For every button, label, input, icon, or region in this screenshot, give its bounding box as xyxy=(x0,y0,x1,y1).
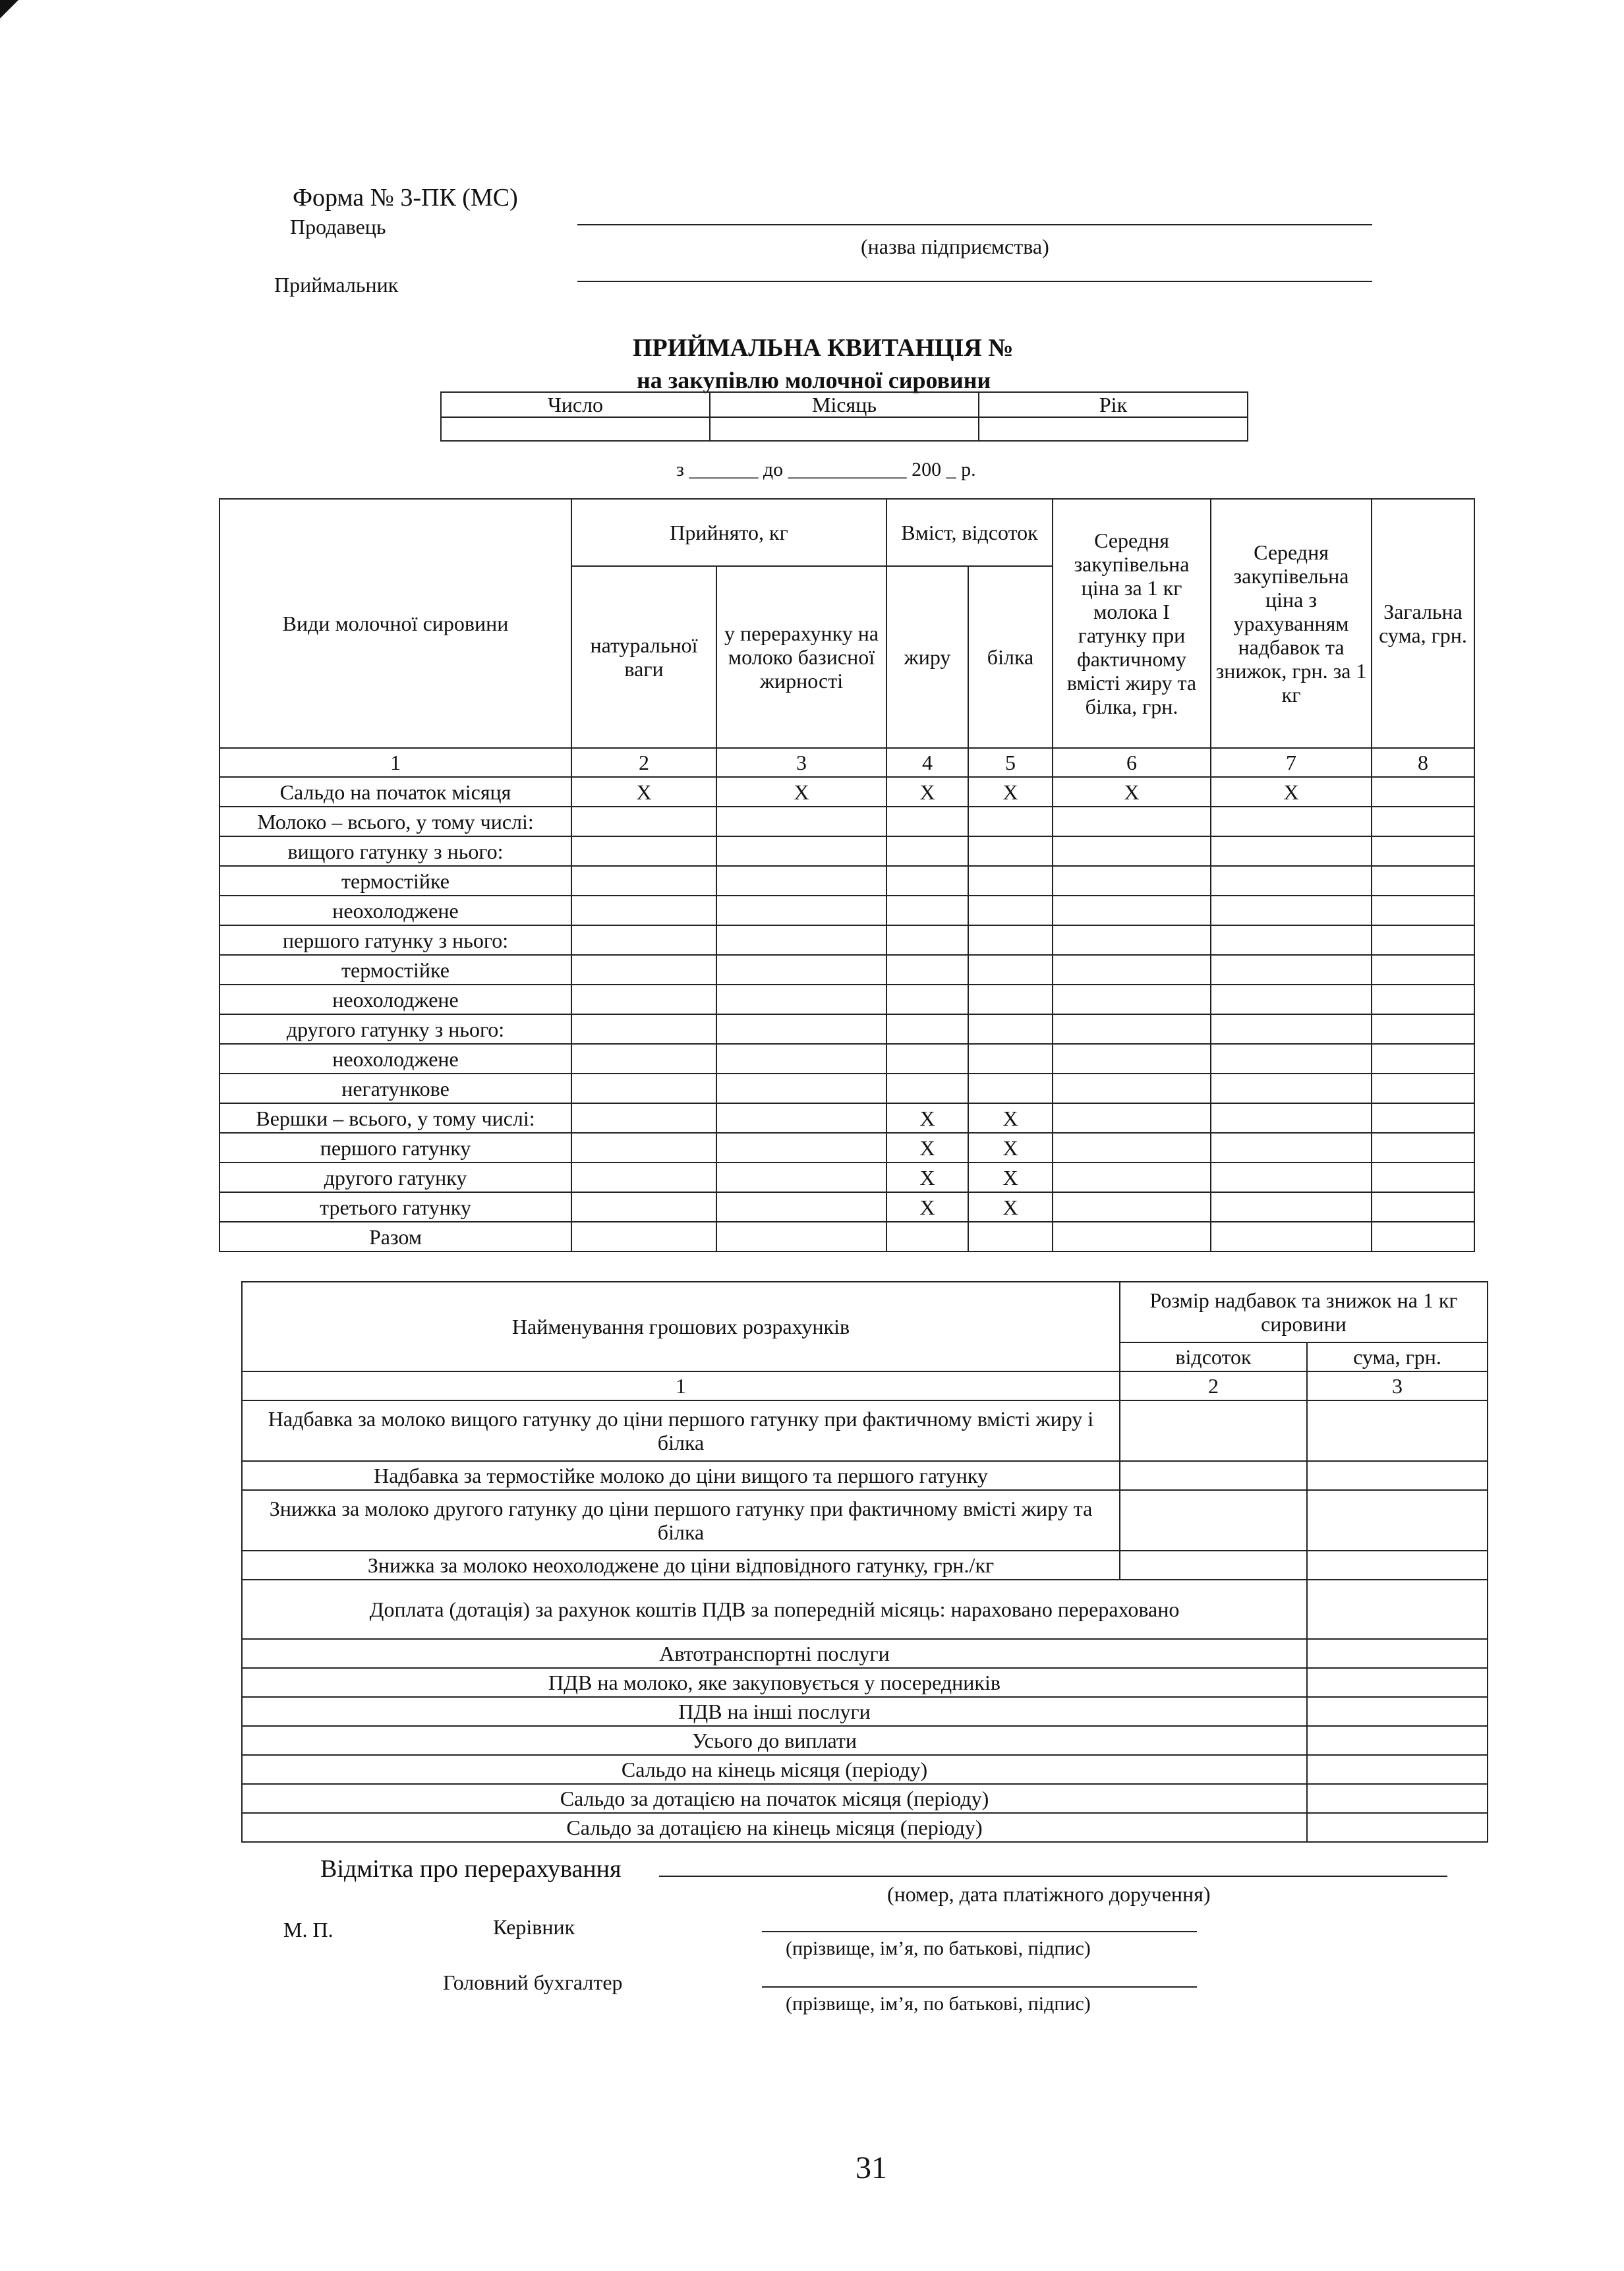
table-row xyxy=(242,1668,1488,1697)
data-cell[interactable] xyxy=(571,1014,716,1044)
data-cell[interactable] xyxy=(968,807,1053,836)
data-cell[interactable] xyxy=(886,836,968,866)
accountant-hint: (прізвище, ім’я, по батькові, підпис) xyxy=(786,1993,1091,2015)
money-percent-cell[interactable] xyxy=(1120,1551,1307,1580)
data-cell[interactable] xyxy=(1053,925,1211,955)
data-cell[interactable] xyxy=(886,807,968,836)
seller-label: Продавець xyxy=(290,215,386,239)
data-cell[interactable] xyxy=(716,925,886,955)
money-row-label: ПДВ на молоко, яке закуповується у посередників xyxy=(242,1668,1307,1697)
table-row xyxy=(242,1813,1488,1842)
money-row-label: Сальдо за дотацією на початок місяця (періоду) xyxy=(242,1784,1307,1813)
col-number: 1 xyxy=(242,1371,1120,1400)
data-cell[interactable] xyxy=(968,896,1053,925)
money-col-header-size: Розмір надбавок та знижок на 1 кг сировини xyxy=(1120,1282,1488,1342)
data-cell[interactable] xyxy=(716,955,886,985)
date-day-cell[interactable] xyxy=(441,417,710,441)
data-cell[interactable] xyxy=(1053,1192,1211,1222)
data-cell[interactable] xyxy=(571,1074,716,1103)
data-cell[interactable] xyxy=(886,955,968,985)
money-row-label: Надбавка за молоко вищого гатунку до ціни першого гатунку при фактичному вмісті жиру і білка xyxy=(242,1400,1120,1461)
row-label: неохолоджене xyxy=(219,985,571,1014)
data-cell[interactable] xyxy=(1053,807,1211,836)
data-cell[interactable] xyxy=(1211,1192,1372,1222)
col-header-fat: жиру xyxy=(886,566,968,748)
data-cell[interactable] xyxy=(1372,836,1474,866)
row-label: Молоко – всього, у тому числі: xyxy=(219,807,571,836)
data-cell[interactable] xyxy=(968,1044,1053,1074)
date-month-cell[interactable] xyxy=(710,417,979,441)
form-number: Форма № 3-ПК (МС) xyxy=(293,184,518,212)
data-cell: Х xyxy=(716,777,886,807)
data-cell[interactable] xyxy=(1053,1103,1211,1133)
data-cell[interactable] xyxy=(1211,1044,1372,1074)
money-row-label: Сальдо за дотацією на кінець місяця (періоду) xyxy=(242,1813,1307,1842)
data-cell[interactable] xyxy=(571,1044,716,1074)
money-sum-cell[interactable] xyxy=(1307,1813,1488,1842)
data-cell[interactable] xyxy=(968,1014,1053,1044)
row-label: другого гатунку з нього: xyxy=(219,1014,571,1044)
table-row xyxy=(219,807,1474,836)
table-row xyxy=(219,1192,1474,1222)
data-cell[interactable] xyxy=(1372,1133,1474,1163)
table-row xyxy=(242,1726,1488,1755)
data-cell[interactable] xyxy=(968,1222,1053,1251)
table-row xyxy=(219,1014,1474,1044)
col-header-natural-weight: натуральної ваги xyxy=(571,566,716,748)
data-cell[interactable] xyxy=(1372,896,1474,925)
col-header-total-sum: Загальна сума, грн. xyxy=(1372,499,1474,748)
col-header-content: Вміст, відсоток xyxy=(886,499,1053,566)
data-cell: Х xyxy=(968,1133,1053,1163)
data-cell[interactable] xyxy=(1372,925,1474,955)
date-year-cell[interactable] xyxy=(979,417,1248,441)
scan-corner-mark xyxy=(0,0,18,18)
money-col-header-sum: сума, грн. xyxy=(1307,1342,1488,1371)
table-row xyxy=(242,1784,1488,1813)
col-header-avg-price: Середня закупівельна ціна за 1 кг молока I гатунку при фактичному вмісті жиру та білка, грн. xyxy=(1053,499,1211,748)
data-cell[interactable] xyxy=(716,1133,886,1163)
table-row xyxy=(219,1133,1474,1163)
data-cell[interactable] xyxy=(968,836,1053,866)
data-cell[interactable] xyxy=(571,866,716,896)
data-cell[interactable] xyxy=(1211,1222,1372,1251)
data-cell[interactable] xyxy=(1211,955,1372,985)
data-cell[interactable] xyxy=(716,1044,886,1074)
director-hint: (прізвище, ім’я, по батькові, підпис) xyxy=(786,1938,1091,1959)
date-header-month: Місяць xyxy=(710,392,979,417)
transfer-field[interactable] xyxy=(659,1876,1447,1877)
data-cell[interactable] xyxy=(1372,866,1474,896)
data-cell[interactable] xyxy=(716,1014,886,1044)
data-cell[interactable] xyxy=(968,955,1053,985)
table-row xyxy=(242,1755,1488,1784)
money-sum-cell[interactable] xyxy=(1307,1726,1488,1755)
table-row xyxy=(219,1163,1474,1192)
col-number: 7 xyxy=(1211,748,1372,777)
data-cell[interactable] xyxy=(1211,836,1372,866)
data-cell[interactable] xyxy=(716,1163,886,1192)
seller-field[interactable] xyxy=(577,224,1372,225)
data-cell: Х xyxy=(968,1163,1053,1192)
row-label: вищого гатунку з нього: xyxy=(219,836,571,866)
data-cell[interactable] xyxy=(886,1222,968,1251)
col-number: 3 xyxy=(716,748,886,777)
data-cell[interactable] xyxy=(968,925,1053,955)
data-cell: Х xyxy=(886,777,968,807)
data-cell[interactable] xyxy=(968,866,1053,896)
data-cell: Х xyxy=(1211,777,1372,807)
page-number: 31 xyxy=(856,2150,887,2185)
table-row xyxy=(219,866,1474,896)
table-row xyxy=(219,1044,1474,1074)
data-cell[interactable] xyxy=(1372,985,1474,1014)
data-cell: Х xyxy=(886,1133,968,1163)
money-row-label: Знижка за молоко другого гатунку до ціни першого гатунку при фактичному вмісті жиру та білка xyxy=(242,1490,1120,1551)
money-sum-cell[interactable] xyxy=(1307,1400,1488,1461)
row-label: Сальдо на початок місяця xyxy=(219,777,571,807)
data-cell[interactable] xyxy=(1053,1133,1211,1163)
date-header-year: Рік xyxy=(979,392,1248,417)
data-cell: Х xyxy=(968,777,1053,807)
receipt-subtitle: на закупівлю молочної сировини xyxy=(637,367,991,393)
table-row xyxy=(219,1222,1474,1251)
data-cell[interactable] xyxy=(1053,896,1211,925)
data-cell[interactable] xyxy=(716,985,886,1014)
money-table xyxy=(241,1281,1488,1843)
data-cell[interactable] xyxy=(886,1074,968,1103)
row-label: неохолоджене xyxy=(219,1044,571,1074)
table-row xyxy=(219,777,1474,807)
data-cell[interactable] xyxy=(571,1133,716,1163)
data-cell[interactable] xyxy=(1372,807,1474,836)
col-number: 3 xyxy=(1307,1371,1488,1400)
data-cell[interactable] xyxy=(1211,1014,1372,1044)
data-cell[interactable] xyxy=(1372,777,1474,807)
data-cell[interactable] xyxy=(716,836,886,866)
data-cell: Х xyxy=(886,1163,968,1192)
data-cell: Х xyxy=(968,1192,1053,1222)
row-label: термостійке xyxy=(219,955,571,985)
seller-hint: (назва підприємства) xyxy=(861,235,1049,258)
data-cell: Х xyxy=(1053,777,1211,807)
data-cell[interactable] xyxy=(716,1222,886,1251)
data-cell[interactable] xyxy=(1053,1044,1211,1074)
data-cell[interactable] xyxy=(1053,1074,1211,1103)
date-header-day: Число xyxy=(441,392,710,417)
data-cell: Х xyxy=(886,1192,968,1222)
table-row xyxy=(219,1103,1474,1133)
data-cell[interactable] xyxy=(886,1014,968,1044)
table-row xyxy=(242,1639,1488,1668)
column-numbers-row xyxy=(219,748,1474,777)
row-label: неохолоджене xyxy=(219,896,571,925)
money-percent-cell[interactable] xyxy=(1120,1461,1307,1490)
transfer-hint: (номер, дата платіжного доручення) xyxy=(887,1882,1211,1906)
receiver-label: Приймальник xyxy=(274,273,399,297)
table-row xyxy=(219,836,1474,866)
accountant-signature-field[interactable] xyxy=(762,1986,1197,1988)
data-cell[interactable] xyxy=(571,807,716,836)
data-cell[interactable] xyxy=(1053,1014,1211,1044)
col-header-accepted: Прийнято, кг xyxy=(571,499,886,566)
main-table xyxy=(219,498,1475,1252)
money-sum-cell[interactable] xyxy=(1307,1490,1488,1551)
data-cell[interactable] xyxy=(886,985,968,1014)
data-cell: Х xyxy=(886,1103,968,1133)
data-cell[interactable] xyxy=(571,1222,716,1251)
table-row xyxy=(219,925,1474,955)
table-row xyxy=(219,896,1474,925)
row-label: першого гатунку з нього: xyxy=(219,925,571,955)
data-cell[interactable] xyxy=(968,985,1053,1014)
data-cell[interactable] xyxy=(1053,955,1211,985)
row-label: першого гатунку xyxy=(219,1133,571,1163)
data-cell[interactable] xyxy=(1211,1163,1372,1192)
table-row xyxy=(219,1074,1474,1103)
row-label: третього гатунку xyxy=(219,1192,571,1222)
data-cell[interactable] xyxy=(1211,1133,1372,1163)
data-cell[interactable] xyxy=(1211,1103,1372,1133)
data-cell[interactable] xyxy=(1211,1074,1372,1103)
col-header-avg-price-adjusted: Середня закупівельна ціна з урахуванням надбавок та знижок, грн. за 1 кг xyxy=(1211,499,1372,748)
data-cell[interactable] xyxy=(1372,1192,1474,1222)
data-cell[interactable] xyxy=(1372,1044,1474,1074)
table-row xyxy=(242,1697,1488,1726)
director-label: Керівник xyxy=(493,1915,575,1939)
data-cell[interactable] xyxy=(1053,866,1211,896)
data-cell[interactable] xyxy=(1211,985,1372,1014)
data-cell[interactable] xyxy=(1372,955,1474,985)
date-table xyxy=(440,391,1248,442)
data-cell[interactable] xyxy=(571,836,716,866)
money-sum-cell[interactable] xyxy=(1307,1551,1488,1580)
data-cell[interactable] xyxy=(1372,1014,1474,1044)
director-signature-field[interactable] xyxy=(762,1931,1197,1932)
data-cell[interactable] xyxy=(886,896,968,925)
data-cell[interactable] xyxy=(1211,866,1372,896)
money-col-header-percent: відсоток xyxy=(1120,1342,1307,1371)
data-cell[interactable] xyxy=(968,1074,1053,1103)
data-cell[interactable] xyxy=(571,896,716,925)
table-row xyxy=(219,985,1474,1014)
money-row-label: Сальдо на кінець місяця (періоду) xyxy=(242,1755,1307,1784)
data-cell[interactable] xyxy=(1053,836,1211,866)
data-cell[interactable] xyxy=(571,925,716,955)
col-header-protein: білка xyxy=(968,566,1053,748)
table-row xyxy=(219,955,1474,985)
data-cell[interactable] xyxy=(571,1163,716,1192)
data-cell[interactable] xyxy=(571,1103,716,1133)
money-sum-cell[interactable] xyxy=(1307,1639,1488,1668)
data-cell[interactable] xyxy=(1053,1163,1211,1192)
money-row-label: Усього до виплати xyxy=(242,1726,1307,1755)
money-percent-cell[interactable] xyxy=(1120,1490,1307,1551)
accountant-label: Головний бухгалтер xyxy=(443,1970,623,1994)
data-cell[interactable] xyxy=(886,1044,968,1074)
money-col-header-name: Найменування грошових розрахунків xyxy=(242,1282,1120,1371)
money-table-body xyxy=(242,1639,1488,1842)
data-cell[interactable] xyxy=(571,1192,716,1222)
money-row-label: ПДВ на інші послуги xyxy=(242,1697,1307,1726)
col-number: 2 xyxy=(571,748,716,777)
col-number: 8 xyxy=(1372,748,1474,777)
data-cell[interactable] xyxy=(1372,1163,1474,1192)
data-cell[interactable] xyxy=(571,985,716,1014)
stamp-label: М. П. xyxy=(283,1918,334,1941)
transfer-label: Відмітка про перерахування xyxy=(320,1855,622,1883)
money-sum-cell[interactable] xyxy=(1307,1580,1488,1639)
data-cell[interactable] xyxy=(571,955,716,985)
money-row-label: Надбавка за термостійке молоко до ціни вищого та першого гатунку xyxy=(242,1461,1120,1490)
data-cell[interactable] xyxy=(716,1103,886,1133)
data-cell[interactable] xyxy=(1211,807,1372,836)
data-cell[interactable] xyxy=(716,807,886,836)
col-header-type: Види молочної сировини xyxy=(219,499,571,748)
money-sum-cell[interactable] xyxy=(1307,1784,1488,1813)
data-cell[interactable] xyxy=(716,896,886,925)
data-cell[interactable] xyxy=(1053,1222,1211,1251)
col-number: 5 xyxy=(968,748,1053,777)
receiver-field[interactable] xyxy=(577,281,1372,282)
data-cell[interactable] xyxy=(886,866,968,896)
data-cell: Х xyxy=(968,1103,1053,1133)
money-sum-cell[interactable] xyxy=(1307,1461,1488,1490)
data-cell[interactable] xyxy=(1211,925,1372,955)
row-label: Вершки – всього, у тому числі: xyxy=(219,1103,571,1133)
data-cell[interactable] xyxy=(1372,1222,1474,1251)
data-cell[interactable] xyxy=(1372,1074,1474,1103)
row-label: термостійке xyxy=(219,866,571,896)
money-sum-cell[interactable] xyxy=(1307,1668,1488,1697)
subsidy-row-label: Доплата (дотація) за рахунок коштів ПДВ за попередній місяць: нараховано перераховано xyxy=(242,1580,1307,1639)
data-cell[interactable] xyxy=(716,1074,886,1103)
money-row-label: Знижка за молоко неохолоджене до ціни відповідного гатунку, грн./кг xyxy=(242,1551,1120,1580)
main-table-body xyxy=(219,777,1474,1251)
col-number: 4 xyxy=(886,748,968,777)
money-percent-cell[interactable] xyxy=(1120,1400,1307,1461)
col-number: 6 xyxy=(1053,748,1211,777)
data-cell[interactable] xyxy=(1211,896,1372,925)
row-label: негатункове xyxy=(219,1074,571,1103)
row-label: Разом xyxy=(219,1222,571,1251)
period-line: з _______ до ____________ 200 _ р. xyxy=(676,459,976,480)
data-cell[interactable] xyxy=(1372,1103,1474,1133)
data-cell[interactable] xyxy=(716,1192,886,1222)
col-number: 2 xyxy=(1120,1371,1307,1400)
money-row-label: Автотранспортні послуги xyxy=(242,1639,1307,1668)
row-label: другого гатунку xyxy=(219,1163,571,1192)
money-sum-cell[interactable] xyxy=(1307,1697,1488,1726)
data-cell[interactable] xyxy=(1053,985,1211,1014)
money-sum-cell[interactable] xyxy=(1307,1755,1488,1784)
col-number: 1 xyxy=(219,748,571,777)
data-cell[interactable] xyxy=(716,866,886,896)
data-cell: Х xyxy=(571,777,716,807)
col-header-recalculated: у перерахунку на молоко базисної жирності xyxy=(716,566,886,748)
receipt-title: ПРИЙМАЛЬНА КВИТАНЦІЯ № xyxy=(633,334,1014,362)
data-cell[interactable] xyxy=(886,925,968,955)
